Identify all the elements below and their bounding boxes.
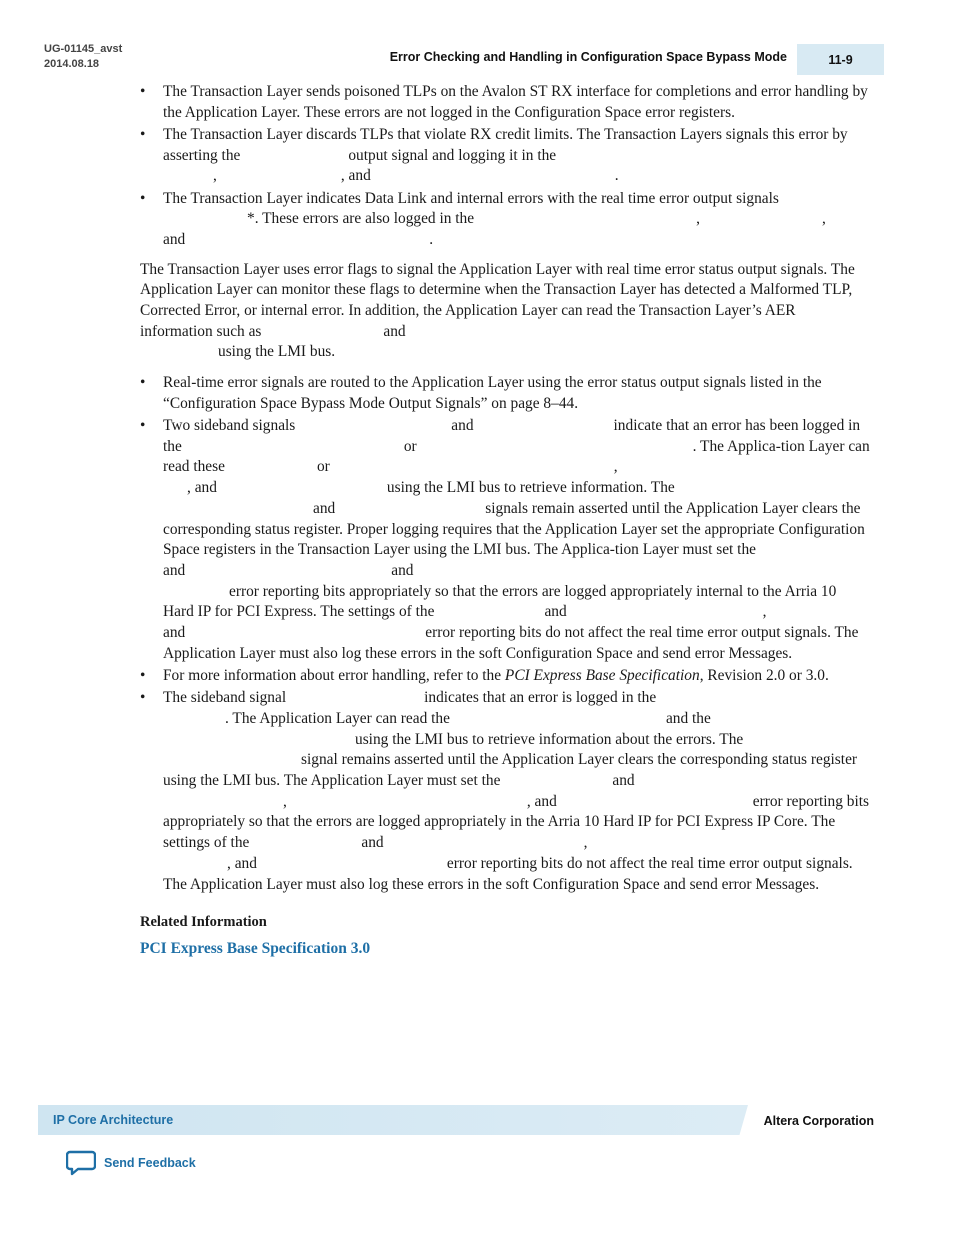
page-number-tab: [797, 44, 884, 75]
bullet-list-1: [140, 82, 870, 251]
send-feedback-button[interactable]: [66, 1150, 196, 1176]
list-item: • For more information about error handling, refer to the PCI Express Base Specification, Revision 2.0 or 3.0.: [140, 666, 870, 687]
list-item: • The Transaction Layer indicates Data Link and internal errors with the real time error output signals *. These errors are also logged in the , , and .: [140, 189, 870, 251]
list-item: • The Transaction Layer sends poisoned TLPs on the Avalon ST RX interface for completions and error handling by the Application Layer. These errors are not logged in the Configuration Space error registers.: [140, 82, 870, 123]
bullet-list-2: [140, 373, 870, 895]
body-paragraph: The Transaction Layer uses error flags to signal the Application Layer with real time error status output signals. The Application Layer can monitor these flags to determine when the Transaction Layer has detected a Malformed TLP, Corrected Error, or internal error. In addition, the Application Layer can read the Transaction Layer’s AER information such as and using the LMI bus.: [140, 260, 855, 361]
footer-section-name: IP Core Architecture: [53, 1113, 174, 1127]
speech-bubble-icon: [66, 1150, 96, 1176]
spec-link[interactable]: PCI Express Base Specification 3.0: [140, 939, 371, 957]
related-information-heading: Related Information: [140, 914, 267, 931]
list-item: • Two sideband signals and indicate that an error has been logged in the or . The Applica-tion Layer can read these or , , and using the LMI bus to retrieve information. The and signals remain asserted until the Application Layer clears the corresponding status register. Proper logging requires that the Application Layer set the appropriate Configuration Space registers in the Transaction Layer using the LMI bus. The Applica-tion Layer must set theand and error reporting bits appropriately so that the errors are logged appropriately internal to the Arria 10 Hard IP for PCI Express. The settings of the and , and error reporting bits do not affect the real time error output signals. The Application Layer must also log these errors in the soft Configuration Space and send error Messages.: [140, 416, 870, 664]
footer-company: Altera Corporation: [763, 1114, 874, 1128]
doc-id: UG-01145_avst: [44, 43, 123, 55]
page-content: [140, 82, 870, 960]
doc-id-block: [44, 42, 122, 72]
list-item: • Real-time error signals are routed to the Application Layer using the error status output signals listed in the “Configuration Space Bypass Mode Output Signals” on page 8–44.: [140, 373, 870, 414]
list-item: • The sideband signal indicates that an error is logged in the . The Application Layer can read the and the using the LMI bus to retrieve information about the errors. The signal remains asserted until the Application Layer clears the corresponding status register using the LMI bus. The Application Layer must set the and , , and error reporting bits appropriately so that the errors are logged appropriately in the Arria 10 Hard IP for PCI Express IP Core. The settings of the and , , and error reporting bits do not affect the real time error output signals. The Application Layer must also log these errors in the soft Configuration Space and send error Messages.: [140, 688, 870, 895]
send-feedback-label: Send Feedback: [104, 1156, 196, 1170]
list-item: • The Transaction Layer discards TLPs that violate RX credit limits. The Transaction Layers signals this error by asserting the output signal and logging it in the , , and .: [140, 125, 870, 187]
page-number: 11-9: [828, 52, 853, 67]
section-title: Error Checking and Handling in Configuration Space Bypass Mode: [389, 50, 787, 64]
spec-title: PCI Express Base Specification: [504, 666, 700, 684]
doc-date: 2014.08.18: [44, 58, 100, 70]
